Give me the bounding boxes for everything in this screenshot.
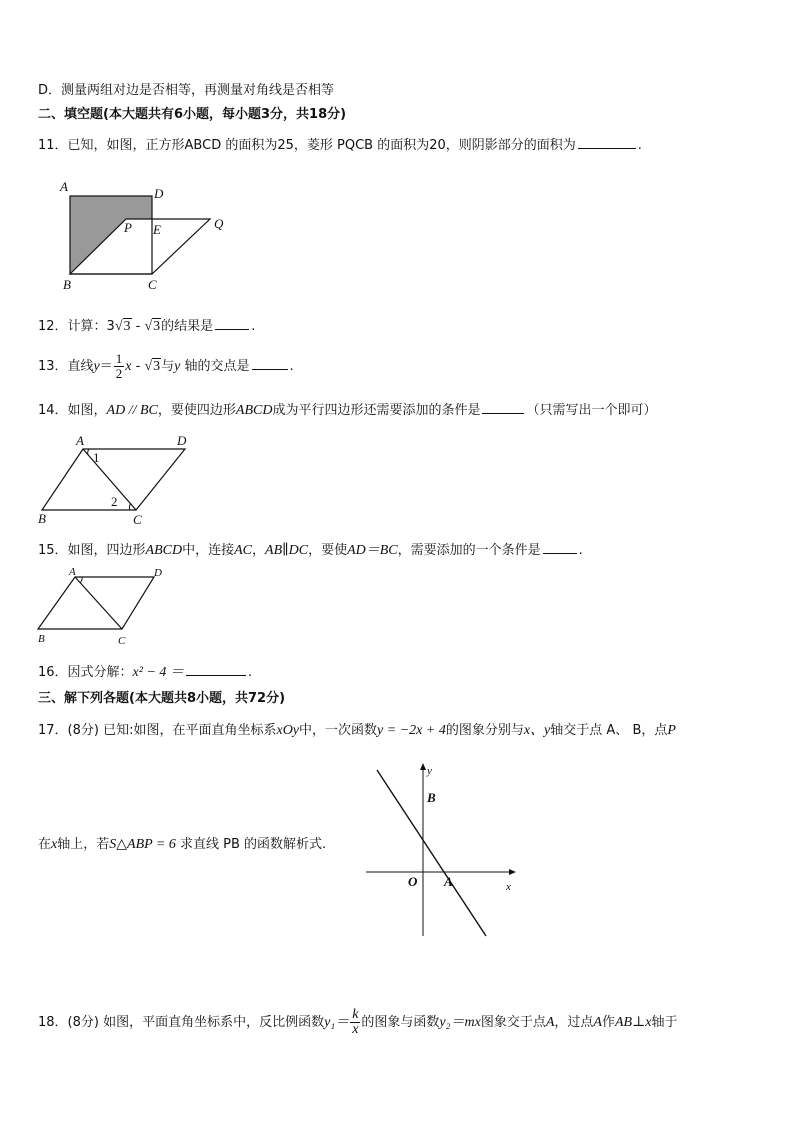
q13-fraction: $\frac{1}{2}$ (115, 351, 123, 381)
q14-angle-2-arc (129, 503, 131, 510)
q14-figure (34, 430, 194, 530)
q15-label-c: C (118, 635, 126, 647)
q14-label-a: A (76, 433, 84, 448)
q11-label-c: C (148, 277, 157, 292)
question-13: 13．直线y＝ $\frac{1}{2}$ x - √3与y 轴的交点是 . (38, 351, 294, 381)
q15-parallelogram (38, 577, 154, 629)
q13-answer-blank[interactable] (252, 356, 288, 370)
q12-sqrt-1: √3 (114, 319, 131, 334)
q11-figure (50, 176, 250, 296)
q16-answer-blank[interactable] (186, 662, 246, 676)
q11-answer-blank[interactable] (578, 135, 636, 149)
q15-label-d: D (154, 567, 162, 579)
q12-answer-blank[interactable] (215, 316, 249, 330)
q14-diagonal-ac (83, 449, 136, 510)
q14-label-c: C (133, 512, 142, 527)
question-14: 14．如图，AD // BC，要使四边形ABCD成为平行四边形还需要添加的条件是 （只需写出一个即可） (38, 400, 657, 420)
q14-angle-1-arc (88, 449, 89, 455)
q14-label-b: B (38, 511, 46, 526)
q15-diagonal-ac (75, 577, 122, 629)
q17-label-b: B (427, 790, 436, 805)
q18-fraction: $\frac{k}{x}$ (352, 1007, 359, 1037)
q17-label-x: x (506, 881, 511, 893)
question-12: 12．计算：3√3 - √3的结果是 . (38, 316, 255, 336)
q12-sqrt-2: √3 (144, 319, 161, 334)
q17-label-o: O (408, 874, 418, 889)
q11-label-q: Q (214, 216, 224, 231)
q15-label-a: A (69, 566, 76, 578)
q17-figure (364, 760, 524, 940)
q17-label-a: A (444, 874, 453, 889)
q11-label-b: B (63, 277, 71, 292)
q13-sqrt: √3 (144, 359, 161, 374)
q15-angle-arc (80, 577, 82, 583)
q11-text: 11．已知，如图，正方形ABCD 的面积为25，菱形 PQCB 的面积为20，则阴影部分的面积为 (38, 138, 576, 153)
question-18: 18．(8分) 如图，平面直角坐标系中，反比例函数y₁＝ $\frac{k}{x}$ 的图象与函数y₂＝mx图象交于点A，过点A作AB⊥x轴于 (38, 1007, 678, 1037)
question-11: 11．已知，如图，正方形ABCD 的面积为25，菱形 PQCB 的面积为20，则阴影部分的面积为 . (38, 135, 642, 155)
question-16: 16．因式分解：x² − 4 ＝ . (38, 662, 252, 682)
question-17-line-1: 17．(8分) 已知:如图，在平面直角坐标系xOy中，一次函数y = −2x + 4的图象分别与x、y轴交于点 A、 B，点P (38, 723, 676, 738)
question-15: 15．如图，四边形ABCD中，连接AC，AB∥DC，要使AD＝BC，需要添加的一个条件是 . (38, 540, 583, 560)
q17-y-axis-arrow (420, 763, 426, 770)
q11-label-a: A (60, 179, 68, 194)
q14-label-d: D (177, 433, 187, 448)
section-2-header: 二、填空题(本大题共有6小题，每小题3分，共18分) (38, 107, 347, 122)
q15-answer-blank[interactable] (543, 540, 577, 554)
option-d: D．测量两组对边是否相等，再测量对角线是否相等 (38, 83, 335, 98)
q15-label-b: B (38, 633, 45, 645)
q11-label-p: P (124, 220, 132, 235)
q11-label-d: D (154, 186, 164, 201)
q11-label-e: E (153, 222, 161, 237)
question-17-line-2: 在x轴上，若S△ABP = 6 求直线 PB 的函数解析式. (38, 837, 327, 852)
section-3-header: 三、解下列各题(本大题共8小题，共72分) (38, 691, 286, 706)
q15-figure (34, 563, 174, 648)
q14-label-1: 1 (93, 450, 100, 465)
q14-answer-blank[interactable] (482, 400, 524, 414)
q17-x-axis-arrow (509, 869, 516, 875)
q17-label-y: y (427, 765, 432, 777)
q14-label-2: 2 (111, 494, 118, 509)
